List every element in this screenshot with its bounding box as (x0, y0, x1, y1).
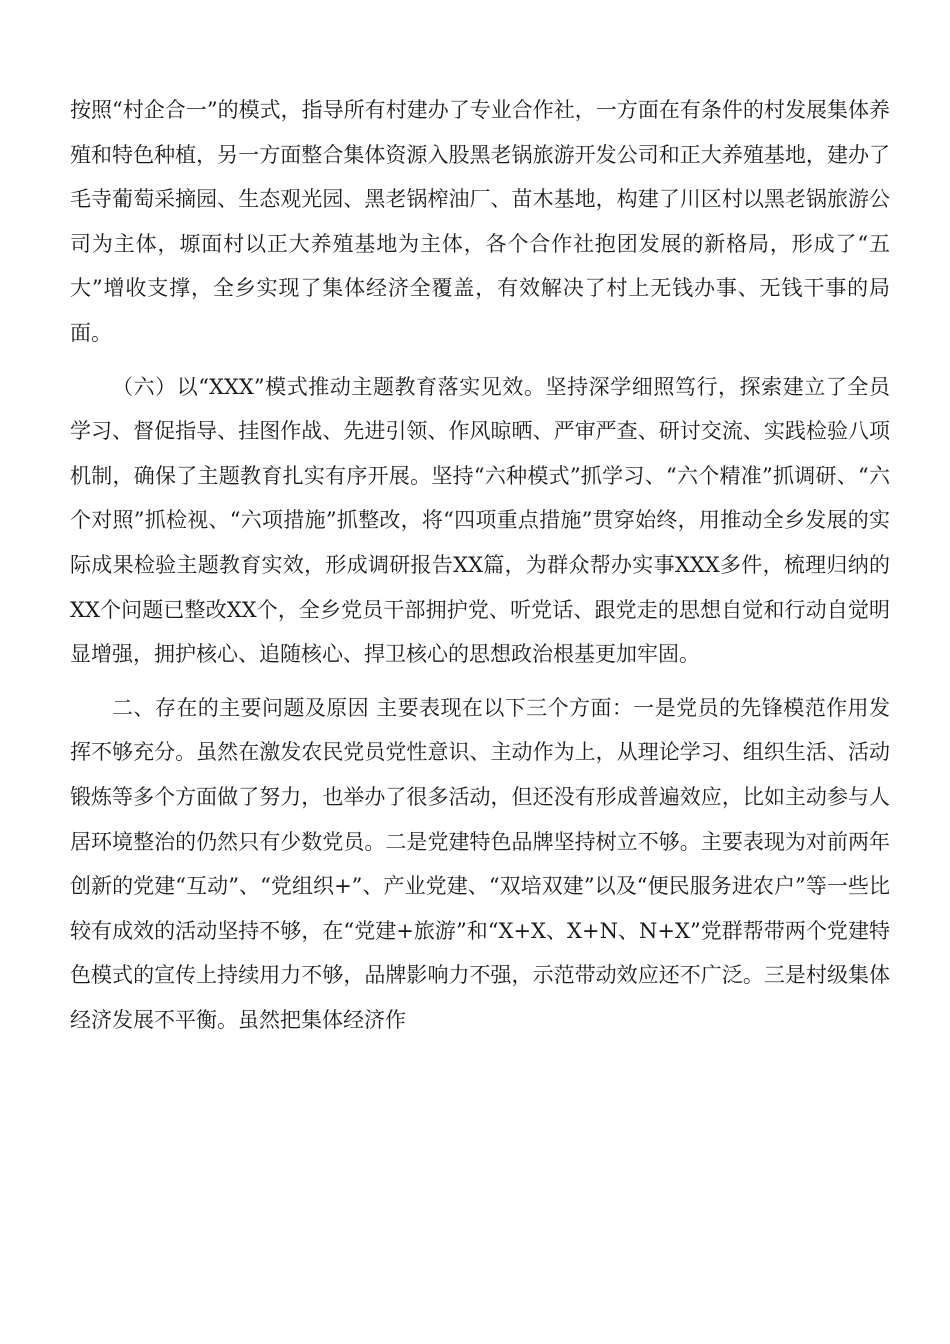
document-body (70, 88, 890, 1051)
paragraph-theme-education: （六）以“XXX”模式推动主题教育落实见效。坚持深学细照笃行，探索建立了全员学习、督促指导、挂图作战、先进引领、作风晾晒、严审严查、研讨交流、实践检验八项机制，确保了主题教育扎实有序开展。坚持“六种模式”抓学习、“六个精准”抓调研、“六个对照”抓检视、“六项措施”抓整改，将“四项重点措施”贯穿始终，用推动全乡发展的实际成果检验主题教育实效，形成调研报告XX篇，为群众帮办实事XXX多件，梳理归纳的XX个问题已整改XX个，全乡党员干部拥护党、听党话、跟党走的思想自觉和行动自觉明显增强，拥护核心、追随核心、捍卫核心的思想政治根基更加牢固。 (70, 374, 890, 667)
paragraph-collective-economy: 按照“村企合一”的模式，指导所有村建办了专业合作社，一方面在有条件的村发展集体养殖和特色种植，另一方面整合集体资源入股黑老锅旅游开发公司和正大养殖基地，建办了毛寺葡萄采摘园、生态观光园、黑老锅榨油厂、苗木基地，构建了川区村以黑老锅旅游公司为主体，塬面村以正大养殖基地为主体，各个合作社抱团发展的新格局，形成了“五大”增收支撑，全乡实现了集体经济全覆盖，有效解决了村上无钱办事、无钱干事的局面。 (70, 98, 890, 345)
paragraph-main-problems: 二、存在的主要问题及原因 主要表现在以下三个方面：一是党员的先锋模范作用发挥不够充分。虽然在激发农民党员党性意识、主动作为上，从理论学习、组织生活、活动锻炼等多个方面做了努力，也举办了很多活动，但还没有形成普遍效应，比如主动参与人居环境整治的仍然只有少数党员。二是党建特色品牌坚持树立不够。主要表现为对前两年创新的党建“互动”、“党组织+”、产业党建、“双培双建”以及“便民服务进农户”等一些比较有成效的活动坚持不够，在“党建+旅游”和“X+X、X+N、N+X”党群帮带两个党建特色模式的宣传上持续用力不够，品牌影响力不强，示范带动效应还不广泛。三是村级集体经济发展不平衡。虽然把集体经济作 (70, 695, 890, 1032)
